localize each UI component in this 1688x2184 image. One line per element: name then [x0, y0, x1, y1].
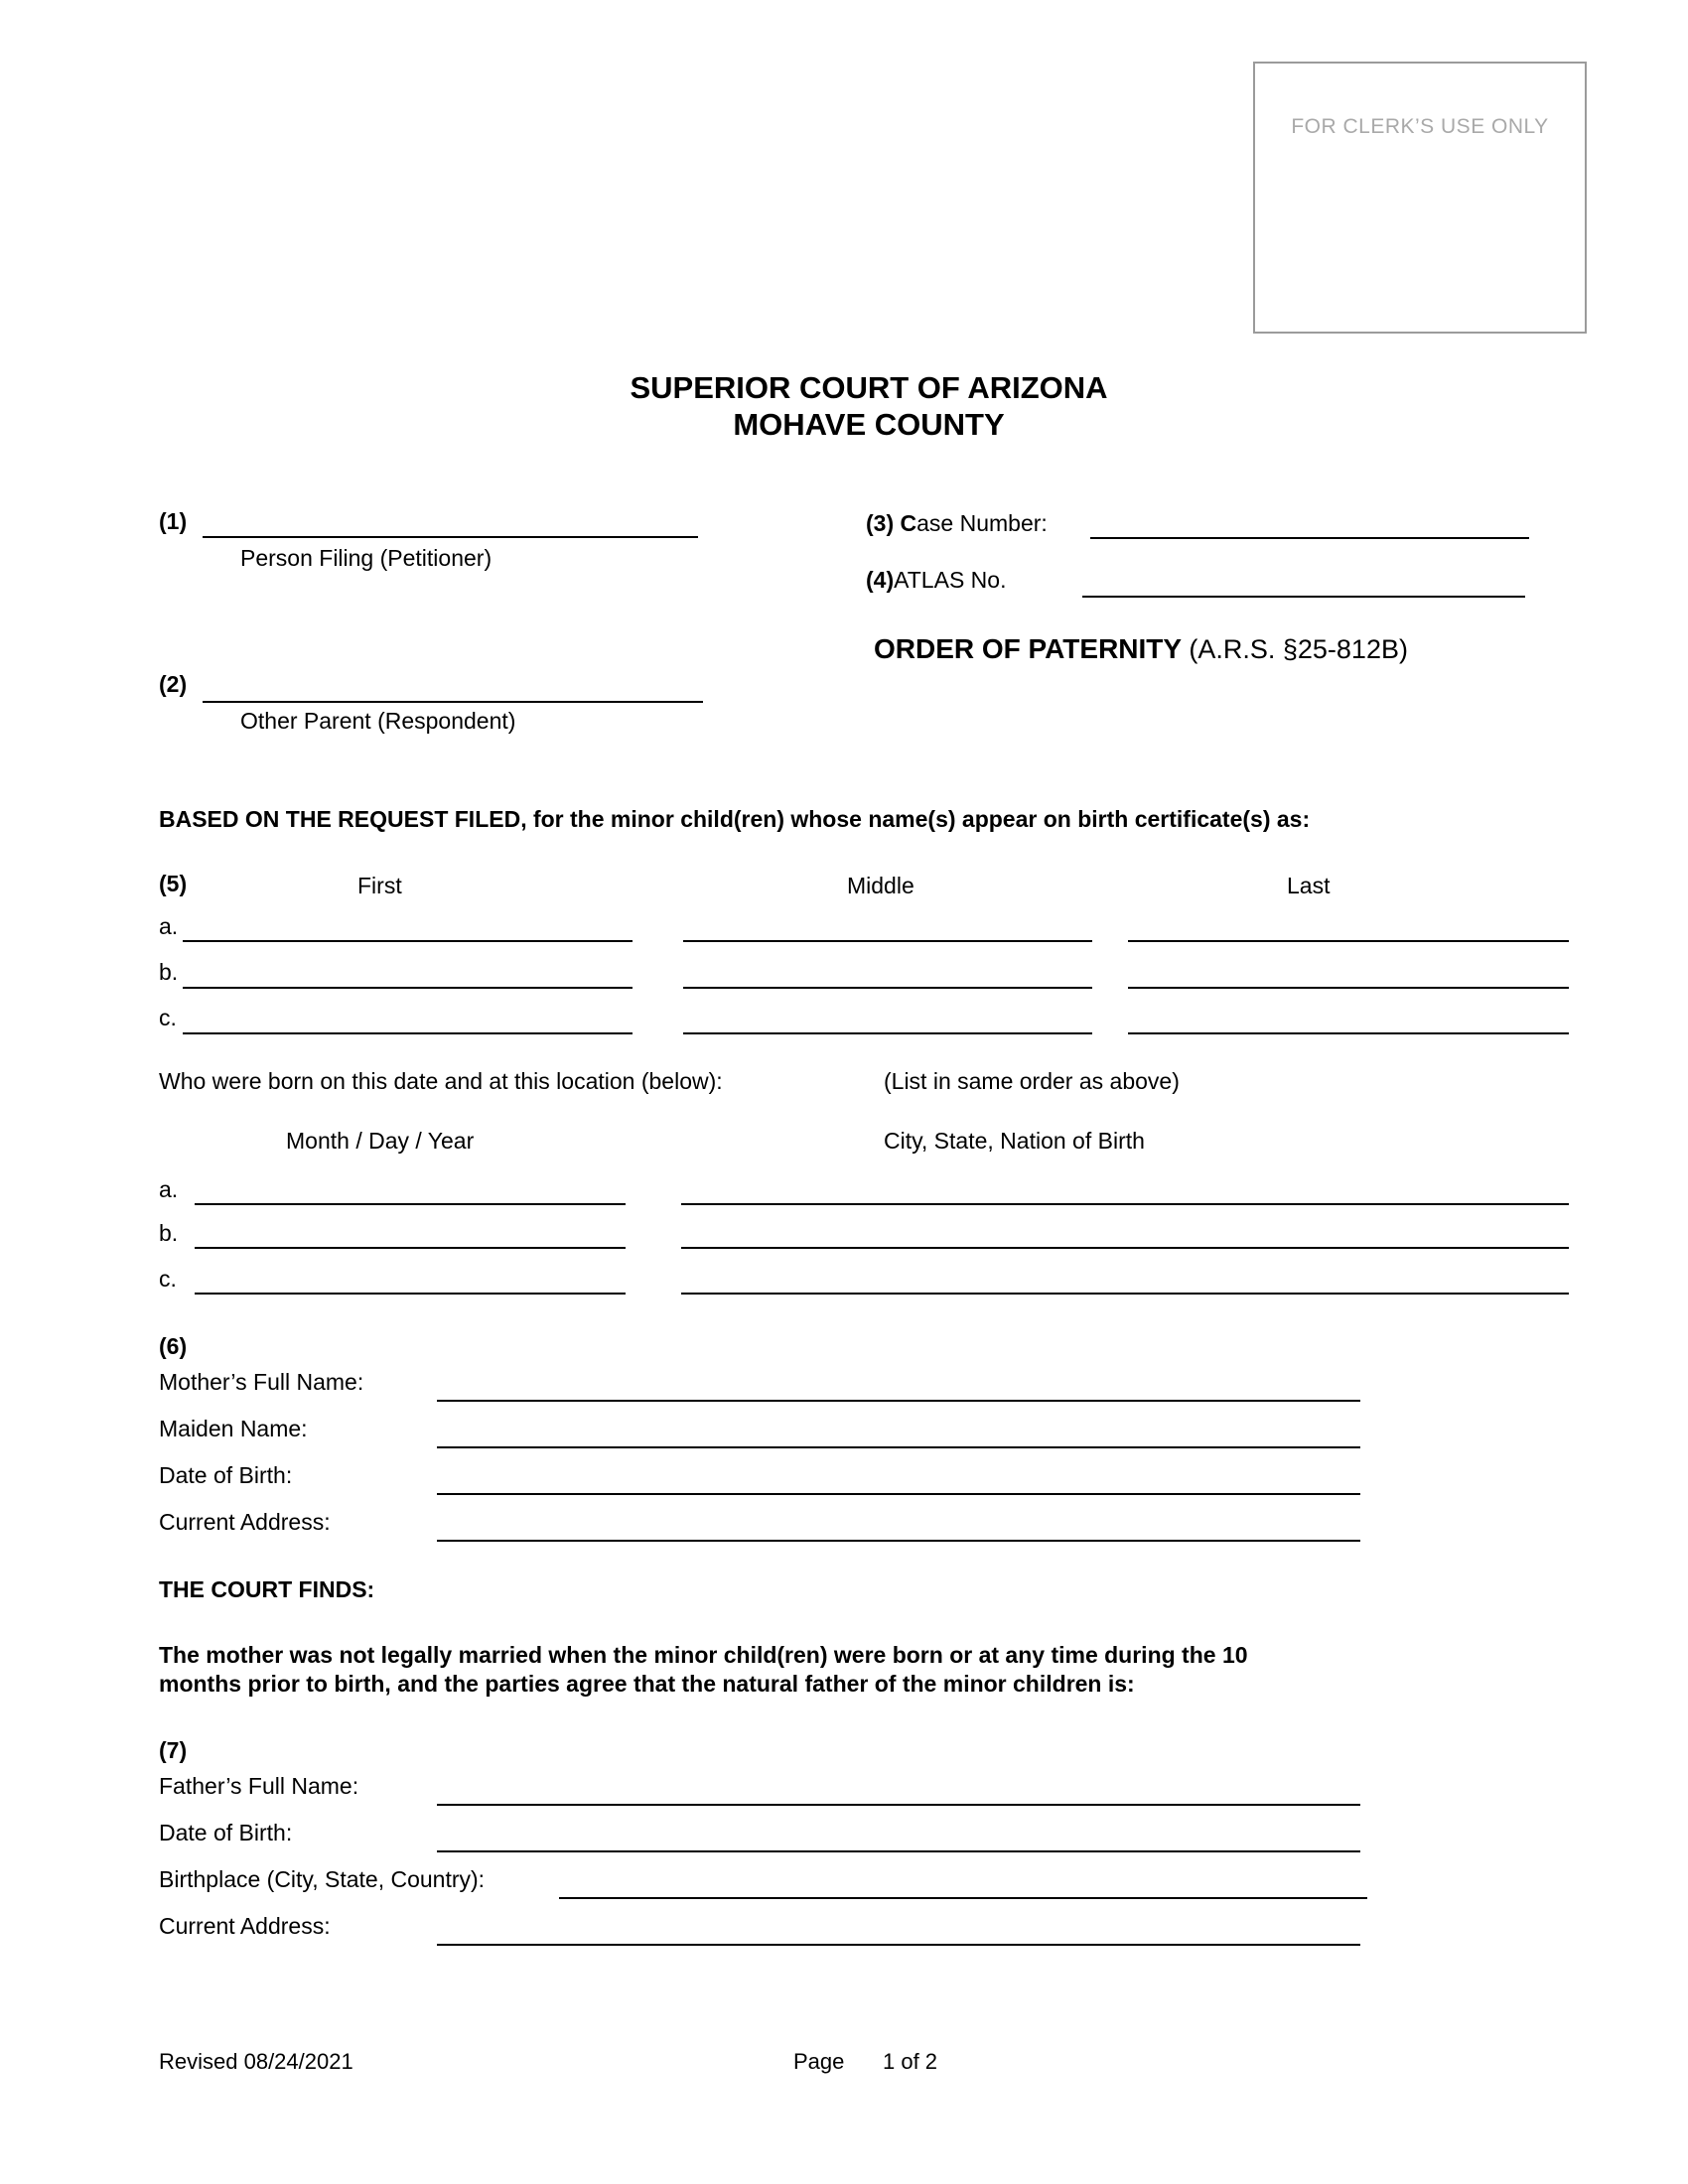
- child-name-row-label-b: b.: [159, 959, 179, 985]
- mother-full-name-line[interactable]: [437, 1372, 1360, 1402]
- child-b-birthplace-line[interactable]: [681, 1219, 1569, 1249]
- respondent-name-line[interactable]: [203, 673, 703, 703]
- father-current-address-label: Current Address:: [159, 1913, 331, 1939]
- child-c-middle-name-line[interactable]: [683, 1005, 1092, 1034]
- order-title: ORDER OF PATERNITY: [874, 633, 1190, 664]
- child-b-first-name-line[interactable]: [183, 959, 633, 989]
- court-title: [50, 369, 1688, 443]
- child-c-first-name-line[interactable]: [183, 1005, 633, 1034]
- field4-number: (4): [866, 567, 895, 593]
- field6-number: (6): [159, 1333, 188, 1359]
- mother-current-address-line[interactable]: [437, 1512, 1360, 1542]
- atlas-number-line[interactable]: [1082, 568, 1525, 598]
- page-number: 1 of 2: [883, 2049, 938, 2074]
- mother-date-of-birth-label: Date of Birth:: [159, 1462, 293, 1488]
- field2-number: (2): [159, 671, 188, 697]
- child-name-row-label-c: c.: [159, 1005, 177, 1030]
- child-a-middle-name-line[interactable]: [683, 912, 1092, 942]
- father-date-of-birth-label: Date of Birth:: [159, 1820, 293, 1845]
- court-title-line1: SUPERIOR COURT OF ARIZONA: [630, 370, 1108, 405]
- birth-row-label-a: a.: [159, 1176, 179, 1202]
- clerk-use-box: [1253, 62, 1587, 334]
- child-c-birthdate-line[interactable]: [195, 1265, 626, 1295]
- petitioner-caption: Person Filing (Petitioner): [240, 545, 492, 571]
- order-statute-cite: (A.R.S. §25-812B): [1189, 634, 1408, 664]
- mother-date-of-birth-line[interactable]: [437, 1465, 1360, 1495]
- child-c-birthplace-line[interactable]: [681, 1265, 1569, 1295]
- revision-date: Revised 08/24/2021: [159, 2049, 353, 2074]
- child-a-birthdate-line[interactable]: [195, 1175, 626, 1205]
- atlas-number-label: (4)ATLAS No.: [866, 567, 1007, 593]
- child-b-middle-name-line[interactable]: [683, 959, 1092, 989]
- respondent-caption: Other Parent (Respondent): [240, 708, 516, 734]
- court-finds-paragraph-line2: months prior to birth, and the parties agree that the natural father of the minor children is:: [159, 1671, 1135, 1697]
- child-b-last-name-line[interactable]: [1128, 959, 1569, 989]
- mother-maiden-name-label: Maiden Name:: [159, 1416, 308, 1441]
- court-finds-paragraph: [159, 1641, 1248, 1699]
- mother-current-address-label: Current Address:: [159, 1509, 331, 1535]
- field3-number: (3): [866, 510, 895, 536]
- petitioner-name-line[interactable]: [203, 508, 698, 538]
- child-a-birthplace-line[interactable]: [681, 1175, 1569, 1205]
- court-finds-heading: THE COURT FINDS:: [159, 1576, 375, 1602]
- child-a-last-name-line[interactable]: [1128, 912, 1569, 942]
- birth-row-label-b: b.: [159, 1220, 179, 1246]
- birth-intro-note: (List in same order as above): [884, 1068, 1180, 1094]
- father-birthplace-line[interactable]: [559, 1869, 1367, 1899]
- child-c-last-name-line[interactable]: [1128, 1005, 1569, 1034]
- case-number-label: (3) Case Number:: [866, 510, 1048, 536]
- column-header-birthdate: Month / Day / Year: [286, 1128, 475, 1154]
- father-date-of-birth-line[interactable]: [437, 1823, 1360, 1852]
- father-birthplace-label: Birthplace (City, State, Country):: [159, 1866, 486, 1892]
- field5-number: (5): [159, 871, 188, 896]
- page-label: Page: [793, 2049, 845, 2074]
- court-finds-paragraph-line1: The mother was not legally married when the minor child(ren) were born or at any time during the 10: [159, 1642, 1248, 1668]
- column-header-middle: Middle: [847, 873, 914, 898]
- field7-number: (7): [159, 1737, 188, 1763]
- court-title-line2: MOHAVE COUNTY: [733, 407, 1005, 442]
- child-b-birthdate-line[interactable]: [195, 1219, 626, 1249]
- father-current-address-line[interactable]: [437, 1916, 1360, 1946]
- father-full-name-line[interactable]: [437, 1776, 1360, 1806]
- order-heading: [874, 633, 1408, 665]
- based-on-request-text: BASED ON THE REQUEST FILED, for the minor child(ren) whose name(s) appear on birth certificate(s) as:: [159, 806, 1311, 832]
- birth-intro-text: Who were born on this date and at this location (below):: [159, 1068, 723, 1094]
- birth-row-label-c: c.: [159, 1266, 177, 1292]
- father-full-name-label: Father’s Full Name:: [159, 1773, 359, 1799]
- child-name-row-label-a: a.: [159, 913, 179, 939]
- case-number-line[interactable]: [1090, 509, 1529, 539]
- column-header-first: First: [357, 873, 402, 898]
- child-a-first-name-line[interactable]: [183, 912, 633, 942]
- mother-full-name-label: Mother’s Full Name:: [159, 1369, 364, 1395]
- field1-number: (1): [159, 508, 188, 534]
- clerk-box-label: FOR CLERK’S USE ONLY: [1291, 115, 1549, 138]
- column-header-last: Last: [1287, 873, 1331, 898]
- column-header-birthplace: City, State, Nation of Birth: [884, 1128, 1145, 1154]
- mother-maiden-name-line[interactable]: [437, 1419, 1360, 1448]
